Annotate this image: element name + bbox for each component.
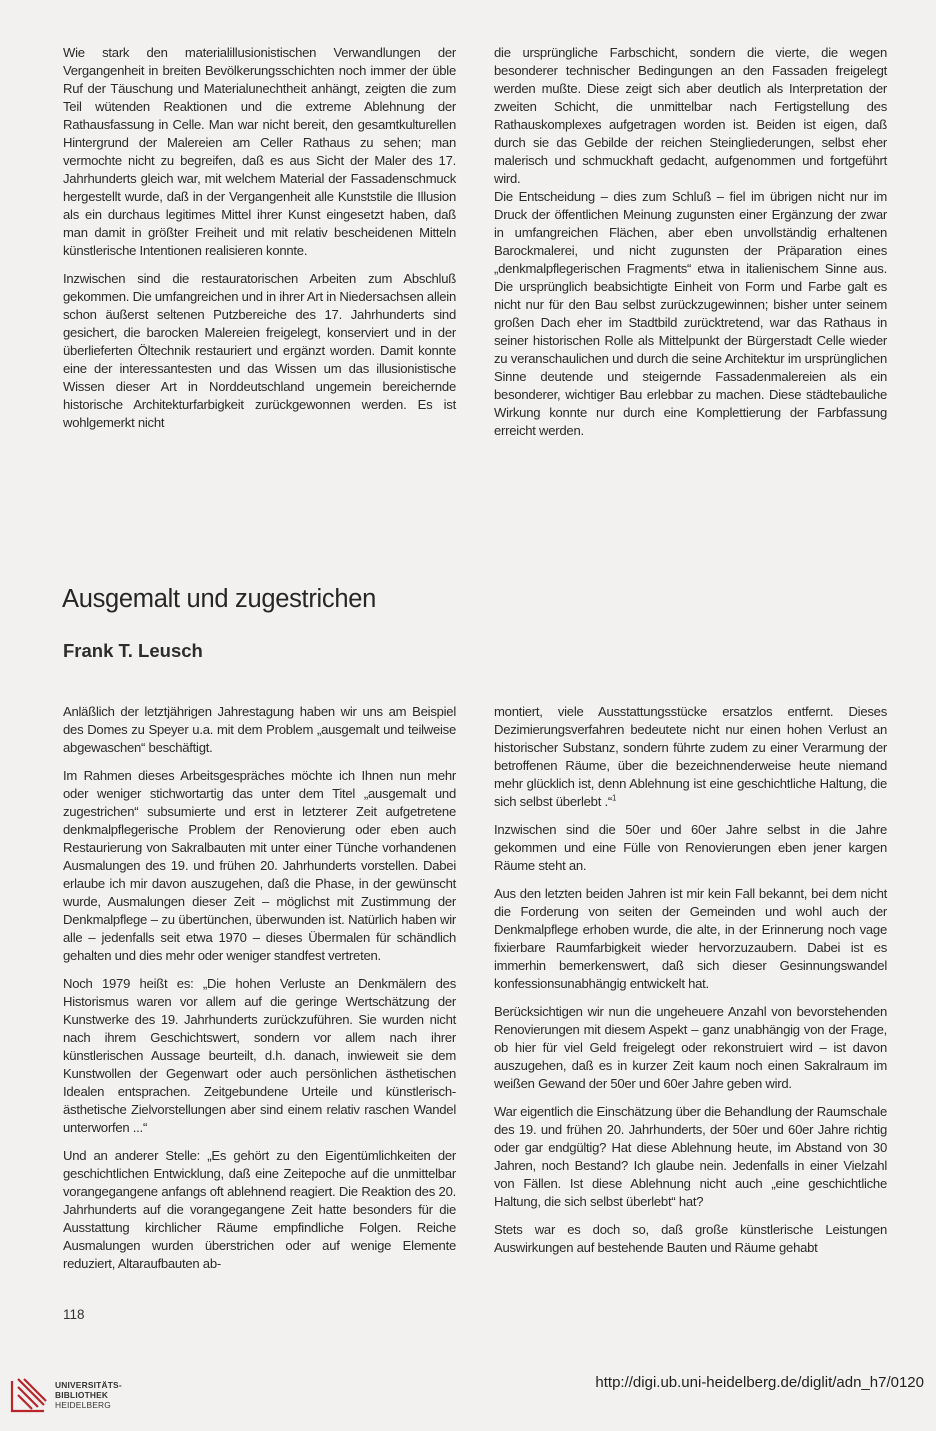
paragraph-text: montiert, viele Ausstattungsstücke ersatzlos entfernt. Dieses Dezimierungsverfahren bedeutete nicht nur einen hohen Verlust an historischer Substanz, sondern führte zudem zu einer Verarmung der betroffenen Räume, über die bezeichnenderweise heute niemand mehr glücklich ist, denn Ablehnung ist eine geschichtliche Haltung, die sich selbst überlebt .“ <box>494 704 887 809</box>
paragraph: Anläßlich der letztjährigen Jahrestagung haben wir uns am Beispiel des Domes zu Speyer u.a. mit dem Problem „ausgemalt und teilweise abgewaschen“ beschäftigt. <box>63 704 456 755</box>
paragraph: Inzwischen sind die 50er und 60er Jahre selbst in die Jahre gekommen und eine Fülle von Renovierungen eben jener kargen Räume steht an. <box>494 822 887 873</box>
column-top-left <box>63 44 456 442</box>
paragraph: Im Rahmen dieses Arbeitsgespräches möchte ich Ihnen nun mehr oder weniger stichwortartig das unter dem Titel „ausgemalt und zugestrichen“ subsumierte und erst in letzterer Zeit aufgetretene denkmalpflegerische Problem der Renovierung oder eben auch Restaurierung von Sakralbauten mit unter einer Tünche vorhandenen Ausmalungen des 19. und frühen 20. Jahrhunderts vorstellen. Dabei erlaube ich mir davon auszugehen, daß die Phase, in der gewünscht wurde, Ausmalungen dieser Zeit – möglichst mit Zustimmung der Denkmalpflege – zu übertünchen, überwunden ist. Natürlich haben wir alle – jedenfalls seit etwa 1970 – dieses Übermalen für schändlich gehalten und dies mehr oder weniger standfest vertreten. <box>63 768 456 963</box>
paragraph: die ursprüngliche Farbschicht, sondern die vierte, die wegen besonderer technischer Bedingungen an den Fassaden freigelegt werden mußte. Diese zeigt sich aber deutlich als Interpretation der zweiten Schicht, die unmittelbar nach Fertigstellung des Rathauskomplexes aufgetragen worden ist. Beiden ist eigen, daß durch sie das Gebilde der reichen Steingliederungen, selbst eher malerisch und schmuckhaft gedacht, aufgenommen und fortgeführt wird. <box>494 45 887 186</box>
paragraph: Inzwischen sind die restauratorischen Arbeiten zum Abschluß gekommen. Die umfangreichen und in ihrer Art in Niedersachsen allein schon äußerst seltenen Putzbereiche des 17. Jahrhunderts sind gesichert, die barocken Malereien freigelegt, konserviert und in der überlieferten Öltechnik restauriert und ergänzt worden. Damit konnte eine der interessantesten und das Wissen um das illusionistische Wissen dieser Art in Norddeutschland ungemein bereichernde historische Architekturfarbigkeit zurückgewonnen werden. Es ist wohlgemerkt nicht <box>63 271 456 430</box>
library-logo[interactable] <box>8 1375 122 1415</box>
library-name <box>55 1380 122 1410</box>
footer-url-link[interactable]: http://digi.ub.uni-heidelberg.de/diglit/adn_h7/0120 <box>595 1374 924 1391</box>
column-bottom-left <box>63 703 456 1283</box>
paragraph: Die Entscheidung – dies zum Schluß – fiel im übrigen nicht nur im Druck der öffentlichen Meinung zugunsten einer Ergänzung der zwar in umfangreichen Flächen, aber eben unvollständig erhaltenen Barockmalerei, und nicht zugunsten der Präparation eines „denkmalpflegerischen Fragments“ etwa in italienischem Sinne aus. Die ursprünglich beabsichtigte Einheit von Form und Farbe galt es nicht nur für den Bau selbst zurückzugewinnen; bisher unter seinem großen Dach eher im Stadtbild zurücktretend, war das Rathaus in seiner historischen Rolle als Mittelpunkt der Bürgerstadt Celle wieder zu veranschaulichen und durch die seine Architektur im ursprünglichen Sinne deutende und steigernde Fassadenmalereien als ein besonderer, wichtiger Bau erlebbar zu machen. Diese städtebauliche Wirkung konnte nur durch eine Komplettierung der Farbfassung erreicht werden. <box>494 189 887 438</box>
paragraph: Stets war es doch so, daß große künstlerische Leistungen Auswirkungen auf bestehende Bauten und Räume gehabt <box>494 1222 887 1255</box>
library-name-line: UNIVERSITÄTS- <box>55 1380 122 1390</box>
paragraph: Noch 1979 heißt es: „Die hohen Verluste an Denkmälern des Historismus waren vor allem auf die geringe Wertschätzung der Kunstwerke des 19. Jahrhunderts zurückzuführen. Sie wurden nicht nach ihrem Geschichtswert, sondern vor allem nach ihrer künstlerischen Aussage beurteilt, d.h. danach, inwieweit sie dem Kunstwollen der Gegenwart oder auch persönlichen ästhetischen Idealen entsprachen. Zeitgebundene Urteile und künstlerisch-ästhetische Zielvorstellungen aber sind einem relativ raschen Wandel unterworfen ...“ <box>63 976 456 1135</box>
paragraph: War eigentlich die Einschätzung über die Behandlung der Raumschale des 19. und frühen 20. Jahrhunderts, der 50er und 60er Jahre richtig oder gar endgültig? Hat diese Ablehnung heute, im Abstand von 30 Jahren, noch Bestand? Ich glaube nein. Jedenfalls in einer Vielzahl von Fällen. Ist diese Ablehnung nicht auch „eine geschichtliche Haltung, die sich selbst überlebt“ hat? <box>494 1104 887 1209</box>
page-number: 118 <box>63 1307 85 1322</box>
paragraph: Aus den letzten beiden Jahren ist mir kein Fall bekannt, bei dem nicht die Forderung von seiten der Gemeinden und wohl auch der Denkmalpflege erhoben wurde, die alte, in der Erinnerung noch vage fixierbare Raumfarbigkeit wieder hervorzuzaubern. Dabei ist es immerhin bemerkenswert, daß sich dieser Gesinnungswandel konfessionsunabhängig entwickelt hat. <box>494 886 887 991</box>
paragraph-with-footnote <box>494 703 887 811</box>
column-bottom-right <box>494 703 887 1267</box>
library-emblem-icon <box>8 1375 50 1415</box>
article-author: Frank T. Leusch <box>63 640 203 661</box>
column-top-right <box>494 44 887 450</box>
paragraph: Wie stark den materialillusionistischen Verwandlungen der Vergangenheit in breiten Bevölkerungsschichten noch immer der üble Ruf der Täuschung und Materialunechtheit anhängt, zeigten die zum Teil wütenden Reaktionen und die extreme Ablehnung der Rathausfassung in Celle. Man war nicht bereit, den gesamtkulturellen Hintergrund der Malereien am Celler Rathaus zu sehen; man vermochte nicht zu begreifen, daß es aus Sicht der Maler des 17. Jahrhunderts gleich war, mit welchem Material der Fassadenschmuck hergestellt wurde, daß in der Vergangenheit alle Kunststile die Illusion als ein durchaus legitimes Mittel ihrer Kunst eingesetzt haben, daß man damit in größter Freiheit und mit relativ bescheidenen Mitteln künstlerische Intentionen realisieren konnte. <box>63 45 456 258</box>
footnote-mark[interactable]: 1 <box>611 793 617 803</box>
article-title: Ausgemalt und zugestrichen <box>62 585 376 613</box>
library-name-line: BIBLIOTHEK <box>55 1390 109 1400</box>
paragraph: Berücksichtigen wir nun die ungeheuere Anzahl von bevorstehenden Renovierungen mit diesem Aspekt – ganz unabhängig von der Frage, ob hier für viel Geld freigelegt oder rekonstruiert wird – ist davon auszugehen, daß es in kurzer Zeit kaum noch einen Sakralraum im weißen Gewand der 50er und 60er Jahre geben wird. <box>494 1004 887 1091</box>
paragraph: Und an anderer Stelle: „Es gehört zu den Eigentümlichkeiten der geschichtlichen Entwicklung, daß eine Zeitepoche auf die unmittelbar vorangegangene anfangs oft ablehnend reagiert. Die Reaktion des 20. Jahrhunderts auf die vorangegangene Zeit hatte besonders für die Ausstattung kirchlicher Räume empfindliche Folgen. Reiche Ausmalungen wurden überstrichen oder auf wenige Elemente reduziert, Altaraufbauten ab- <box>63 1148 456 1271</box>
library-name-line: HEIDELBERG <box>55 1400 111 1410</box>
